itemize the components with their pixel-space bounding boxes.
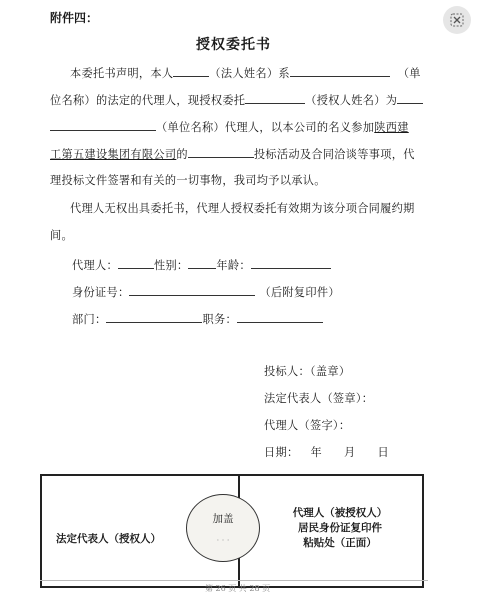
text: 本委托书声明，本人 xyxy=(70,67,174,80)
position-label: 职务： xyxy=(202,313,237,326)
text: （单 xyxy=(397,67,421,80)
para2-line2: 间。 xyxy=(50,229,73,242)
seal-dots: · · · xyxy=(216,536,230,545)
para1-line5: 理投标文件签署和有关的一切事物，我司均予以承认。 xyxy=(50,174,326,187)
page-number: 第 26 页 共 28 页 xyxy=(205,584,271,593)
blank-project[interactable] xyxy=(188,145,254,158)
close-x-icon xyxy=(450,13,464,27)
id-note: （后附复印件） xyxy=(259,286,340,299)
blank-authorized-name[interactable] xyxy=(245,91,305,104)
seal-text: 加盖 xyxy=(212,513,234,525)
date-label: 日期： xyxy=(264,446,299,459)
document-title: 授权委托书 xyxy=(196,37,271,53)
agent-signature: 代理人（签字）： xyxy=(264,419,351,432)
age-label: 年龄： xyxy=(216,259,251,272)
agent-box-line1: 代理人（被授权人） xyxy=(292,507,388,519)
gender-field[interactable] xyxy=(188,256,216,269)
id-number-field[interactable] xyxy=(129,283,255,296)
id-row xyxy=(72,283,340,300)
age-field[interactable] xyxy=(251,256,331,269)
seal-circle xyxy=(186,494,260,562)
agent-box-line2: 居民身份证复印件 xyxy=(298,522,382,534)
text: 投标活动及合同洽谈等事项，代 xyxy=(253,148,415,161)
dept-label: 部门： xyxy=(72,313,107,326)
blank-legal-name[interactable] xyxy=(173,64,209,77)
para1-line3 xyxy=(50,118,409,135)
text: 位名称）的法定的代理人，现授权委托 xyxy=(50,94,246,107)
date-row xyxy=(264,444,389,460)
close-button[interactable] xyxy=(443,6,471,34)
company-name-part1: 陕西建 xyxy=(374,121,409,134)
para1-line4 xyxy=(50,145,415,162)
blank-unit-name[interactable] xyxy=(290,64,390,77)
dept-row xyxy=(72,310,323,327)
text: （单位名称）代理人，以本公司的名义参加 xyxy=(156,121,375,134)
day-label: 日 xyxy=(377,446,389,459)
bidder-seal: 投标人：（盖章） xyxy=(264,365,351,378)
text: （授权人姓名）为 xyxy=(305,94,398,107)
para1-line1 xyxy=(70,64,421,81)
gender-label: 性别： xyxy=(153,259,189,272)
annex-heading: 附件四： xyxy=(50,11,99,25)
id-label: 身份证号： xyxy=(72,286,130,299)
agent-label: 代理人： xyxy=(72,259,118,272)
text: （法人姓名）系 xyxy=(209,67,290,80)
legal-rep-signature: 法定代表人（签章）： xyxy=(264,392,374,405)
blank-unit-name-2[interactable] xyxy=(50,118,156,131)
agent-box-line3: 粘贴处（正面） xyxy=(303,537,377,549)
footer-divider xyxy=(40,580,428,581)
company-name-part2: 工第五建设集团有限公司 xyxy=(50,148,177,161)
agent-name-field[interactable] xyxy=(118,256,154,269)
para1-line2 xyxy=(50,91,423,108)
blank-continue[interactable] xyxy=(397,91,423,104)
agent-info-row xyxy=(72,256,331,273)
month-label: 月 xyxy=(343,446,356,459)
dept-field[interactable] xyxy=(106,310,202,323)
agent-id-box[interactable] xyxy=(238,474,424,588)
para2-line1: 代理人无权出具委托书，代理人授权委托有效期为该分项合同履约期 xyxy=(70,202,415,215)
legal-rep-box-label: 法定代表人（授权人） xyxy=(56,533,161,545)
year-label: 年 xyxy=(310,446,322,459)
position-field[interactable] xyxy=(237,310,323,323)
text: 的 xyxy=(176,148,188,161)
